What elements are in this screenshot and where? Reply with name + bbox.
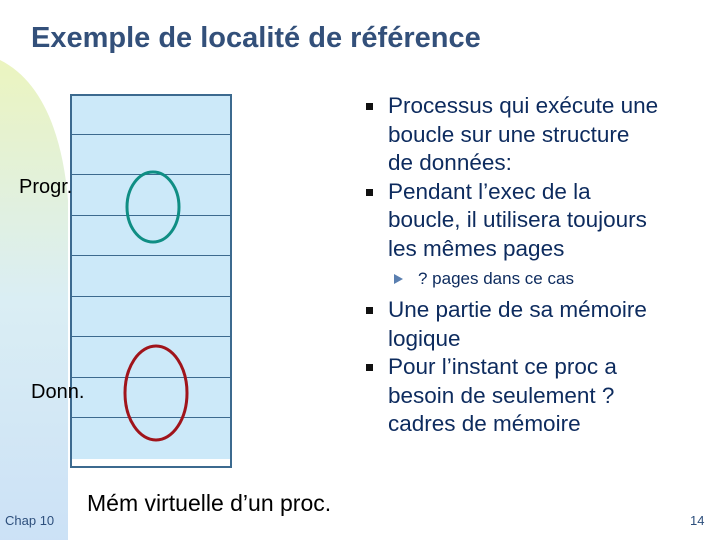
bullet-text: Une partie de sa mémoire logique: [388, 297, 647, 351]
bullet-text: Processus qui exécute une boucle sur une structure de données:: [388, 93, 659, 175]
progr-locality-circle: [122, 168, 184, 246]
diagram-caption: Mém virtuelle d’un proc.: [87, 490, 332, 516]
bullet-text: Pour l’instant ce proc a besoin de seulement ? cadres de mémoire: [388, 354, 617, 436]
memory-page: [70, 256, 232, 297]
memory-page: [70, 297, 232, 338]
slide-title: Exemple de localité de référence: [31, 22, 481, 54]
bullet-text: ? pages dans ce cas: [418, 269, 574, 288]
donn-locality-circle: [120, 342, 192, 444]
bullet-item: [360, 296, 660, 353]
memory-page: [70, 94, 232, 135]
square-bullet-icon: [366, 189, 373, 196]
bullet-item: [360, 178, 660, 264]
sub-bullet-item: [360, 264, 660, 294]
chapter-label: Chap 10: [5, 513, 55, 528]
bullet-list: [360, 92, 660, 439]
square-bullet-icon: [366, 307, 373, 314]
triangle-bullet-icon: [394, 274, 403, 284]
square-bullet-icon: [366, 364, 373, 371]
progr-label: Progr.: [19, 176, 73, 198]
donn-label: Donn.: [31, 381, 85, 403]
bullet-item: [360, 353, 660, 439]
square-bullet-icon: [366, 103, 373, 110]
slide-number: 14: [690, 513, 705, 528]
bullet-item: [360, 92, 660, 178]
bullet-text: Pendant l’exec de la boucle, il utilisera toujours les mêmes pages: [388, 178, 647, 261]
